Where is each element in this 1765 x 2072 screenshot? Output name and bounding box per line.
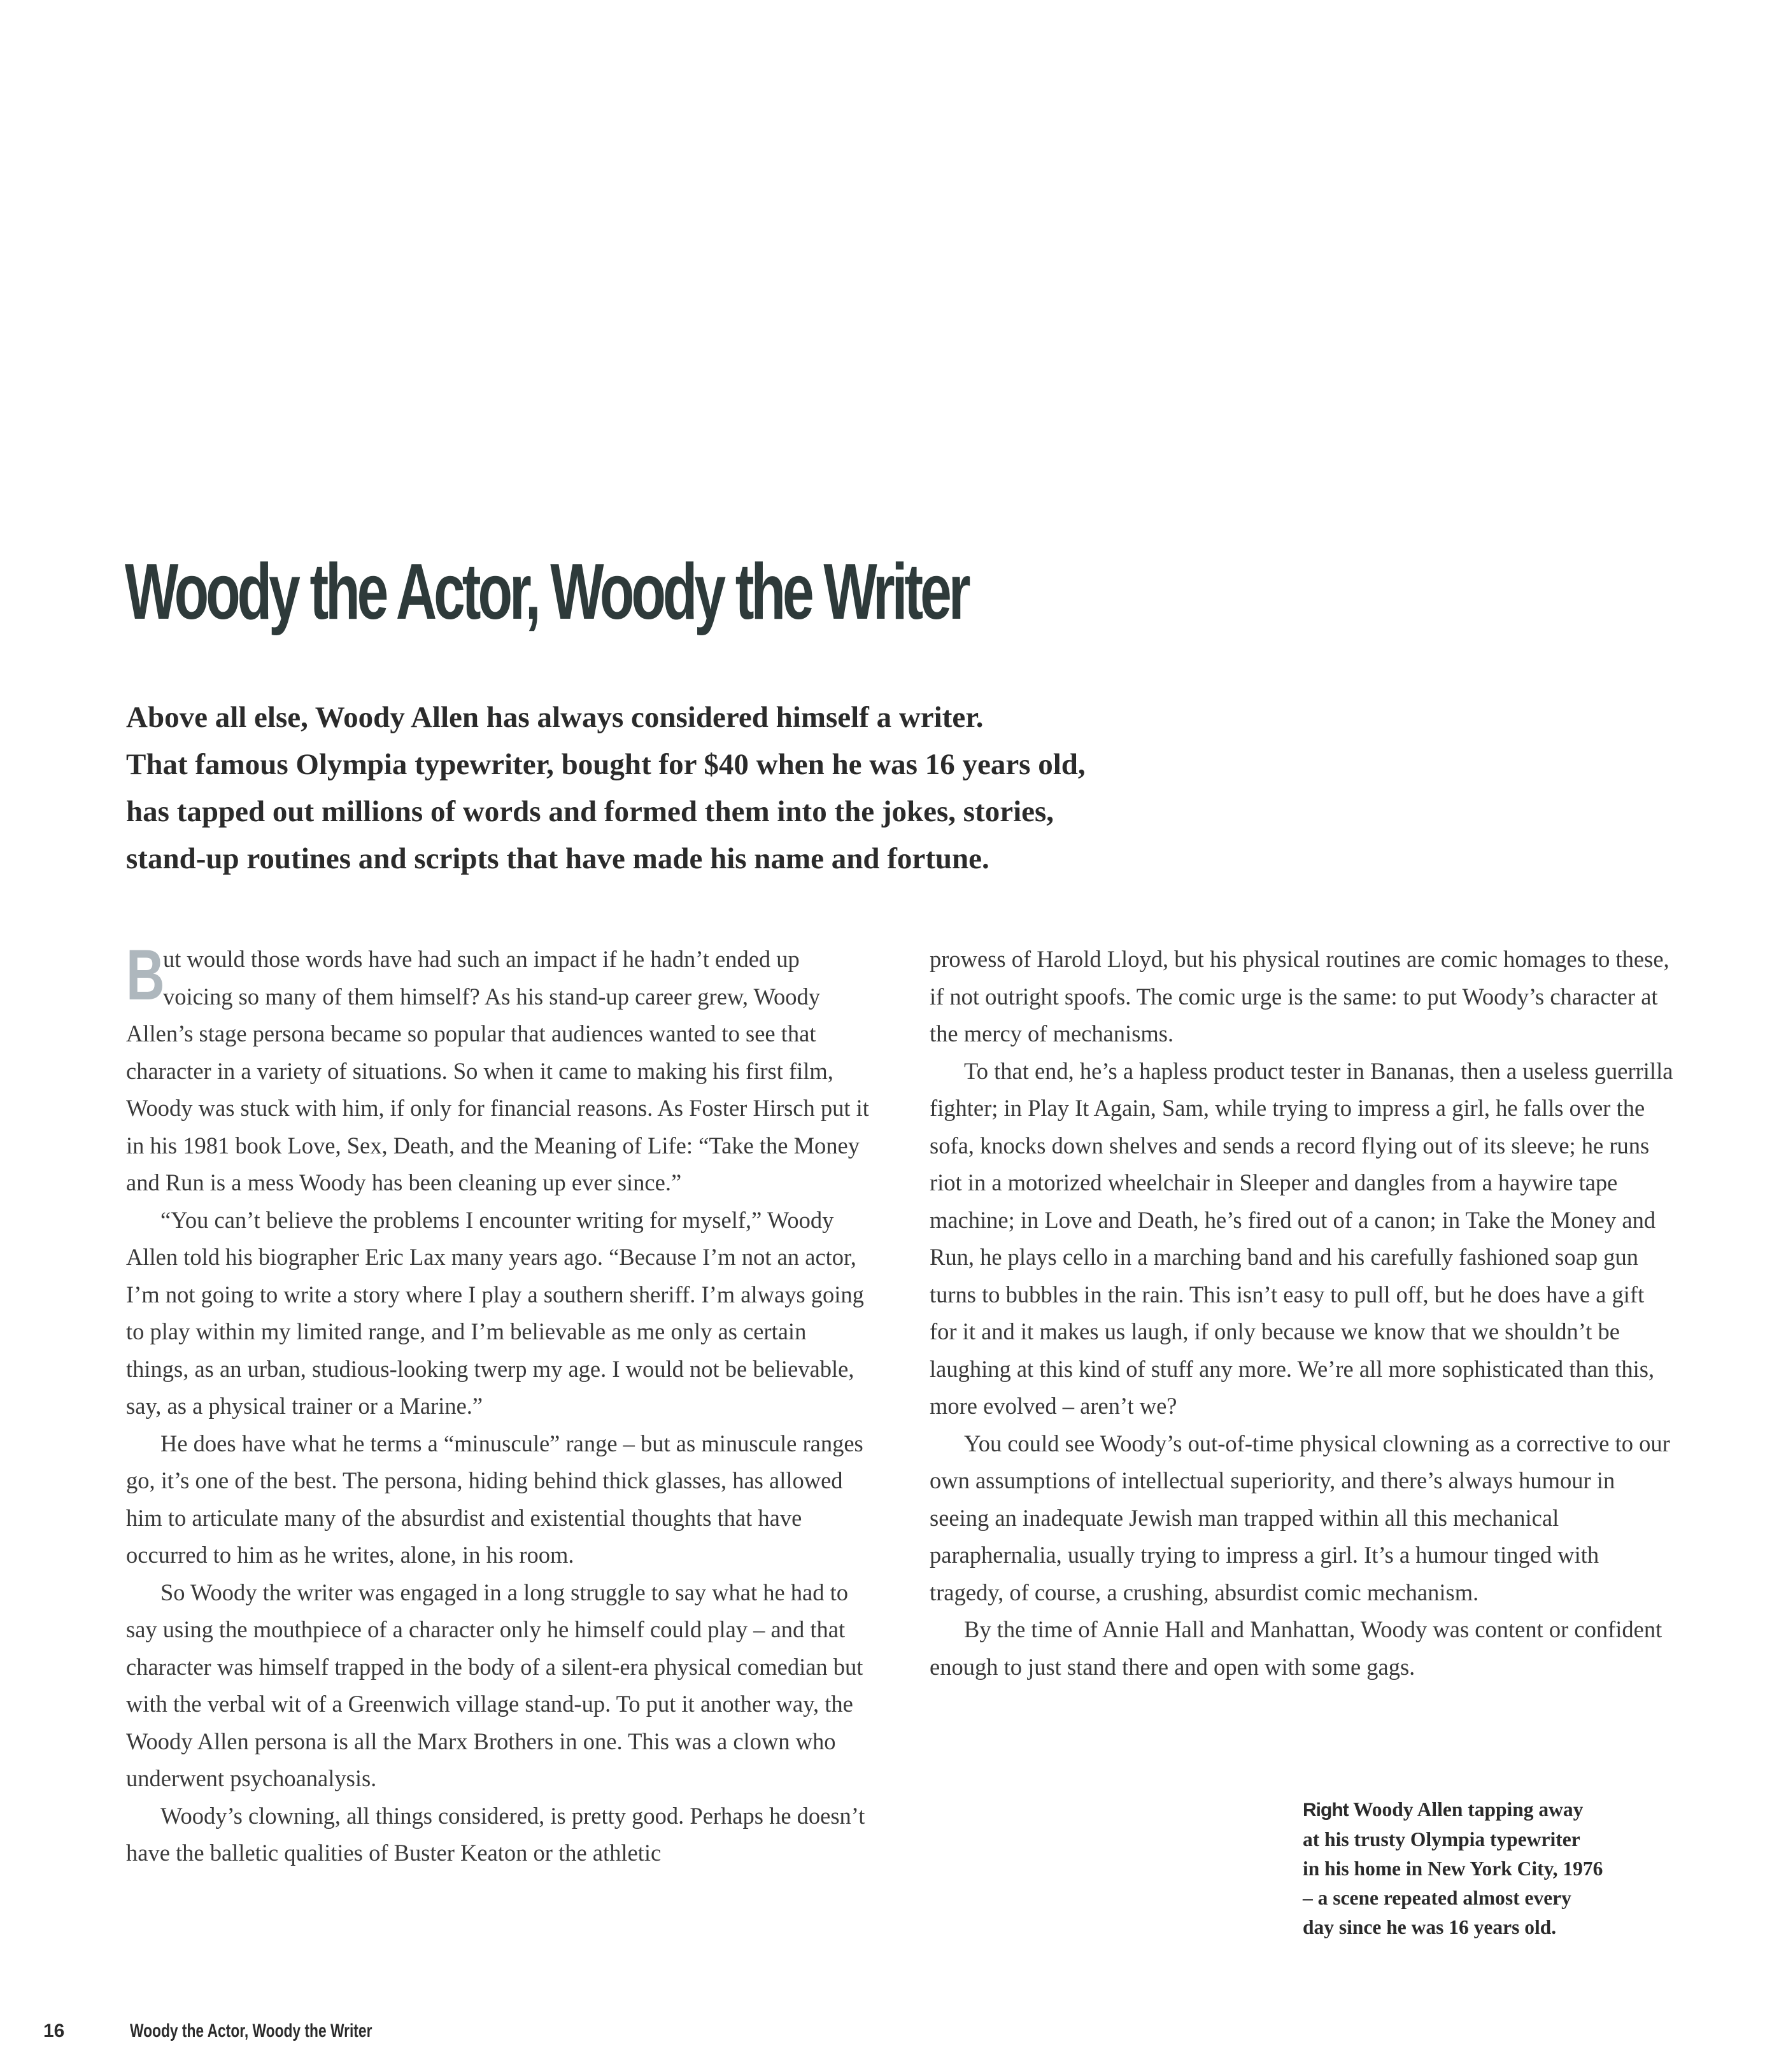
- standfirst-line: That famous Olympia typewriter, bought for $40 when he was 16 years old,: [126, 748, 1086, 781]
- body-paragraph: So Woody the writer was engaged in a long struggle to say what he had to say using the mouthpiece of a character only he himself could play – and that character was himself trapped in the body of a silent-era physical comedian but with the verbal wit of a Greenwich village stand-up. To put it another way, the Woody Allen persona is all the Marx Brothers in one. This was a clown who underwent psychoanalysis.: [126, 1579, 863, 1791]
- photo-caption: [1303, 1795, 1710, 1942]
- standfirst-line: Above all else, Woody Allen has always considered himself a writer.: [126, 701, 984, 734]
- caption-label: Right: [1303, 1800, 1349, 1821]
- body-paragraph: prowess of Harold Lloyd, but his physical routines are comic homages to these, if not outright spoofs. The comic urge is the same: to put Woody’s character at the mercy of mechanisms.: [930, 946, 1669, 1047]
- body-paragraph: ut would those words have had such an impact if he hadn’t ended up voicing so many of them himself? As his stand-up career grew, Woody Allen’s stage persona became so popular that audiences wanted to see that character in a variety of situations. So when it came to making his first film, Woody was stuck with him, if only for financial reasons. As Foster Hirsch put it in his 1981 book Love, Sex, Death, and the Meaning of Life: “Take the Money and Run is a mess Woody has been cleaning up ever since.”: [126, 946, 869, 1195]
- running-title: Woody the Actor, Woody the Writer: [130, 2020, 372, 2041]
- body-paragraph: By the time of Annie Hall and Manhattan, Woody was content or confident enough to just stand there and open with some gags.: [930, 1616, 1662, 1680]
- page-number: 16: [43, 2020, 65, 2041]
- page-title: Woody the Actor, Woody the Writer: [125, 548, 968, 636]
- body-paragraph: You could see Woody’s out-of-time physical clowning as a corrective to our own assumptions of intellectual superiority, and there’s always humour in seeing an inadequate Jewish man trapped within all this mechanical paraphernalia, usually trying to impress a girl. It’s a humour tinged with tragedy, of course, a crushing, absurdist comic mechanism.: [930, 1430, 1670, 1605]
- body-column-right: [930, 941, 1676, 1686]
- body-paragraph: To that end, he’s a hapless product tester in Bananas, then a useless guerrilla fighter; in Play It Again, Sam, while trying to impress a girl, he falls over the sofa, knocks down shelves and sends a record flying out of its sleeve; he runs riot in a motorized wheelchair in Sleeper and dangles from a haywire tape machine; in Love and Death, he’s fired out of a canon; in Take the Money and Run, he plays cello in a marching band and his carefully fashioned soap gun turns to bubbles in the rain. This isn’t easy to pull off, but he does have a gift for it and it makes us laugh, if only because we know that we shouldn’t be laughing at this kind of stuff any more. We’re all more sophisticated than this, more evolved – aren’t we?: [930, 1057, 1673, 1419]
- standfirst: [126, 694, 1259, 882]
- standfirst-line: has tapped out millions of words and formed them into the jokes, stories,: [126, 795, 1054, 828]
- caption-line: at his trusty Olympia typewriter: [1303, 1828, 1580, 1850]
- caption-line: day since he was 16 years old.: [1303, 1916, 1557, 1938]
- caption-line: – a scene repeated almost every: [1303, 1887, 1571, 1909]
- caption-line: Woody Allen tapping away: [1352, 1798, 1584, 1821]
- standfirst-line: stand-up routines and scripts that have made his name and fortune.: [126, 842, 989, 875]
- body-paragraph: “You can’t believe the problems I encounter writing for myself,” Woody Allen told his biographer Eric Lax many years ago. “Because I’m not an actor, I’m not going to write a story where I play a southern sheriff. I’m always going to play within my limited range, and I’m believable as me only as certain things, as an urban, studious-looking twerp my age. I would not be believable, say, as a physical trainer or a Marine.”: [126, 1206, 864, 1419]
- caption-line: in his home in New York City, 1976: [1303, 1857, 1603, 1880]
- body-paragraph: He does have what he terms a “minuscule” range – but as minuscule ranges go, it’s one of the best. The persona, hiding behind thick glasses, has allowed him to articulate many of the absurdist and existential thoughts that have occurred to him as he writes, alone, in his room.: [126, 1430, 863, 1568]
- body-column-left: [126, 935, 870, 1872]
- body-paragraph: Woody’s clowning, all things considered, is pretty good. Perhaps he doesn’t have the balletic qualities of Buster Keaton or the athletic: [126, 1802, 865, 1866]
- drop-cap: B: [126, 935, 165, 1015]
